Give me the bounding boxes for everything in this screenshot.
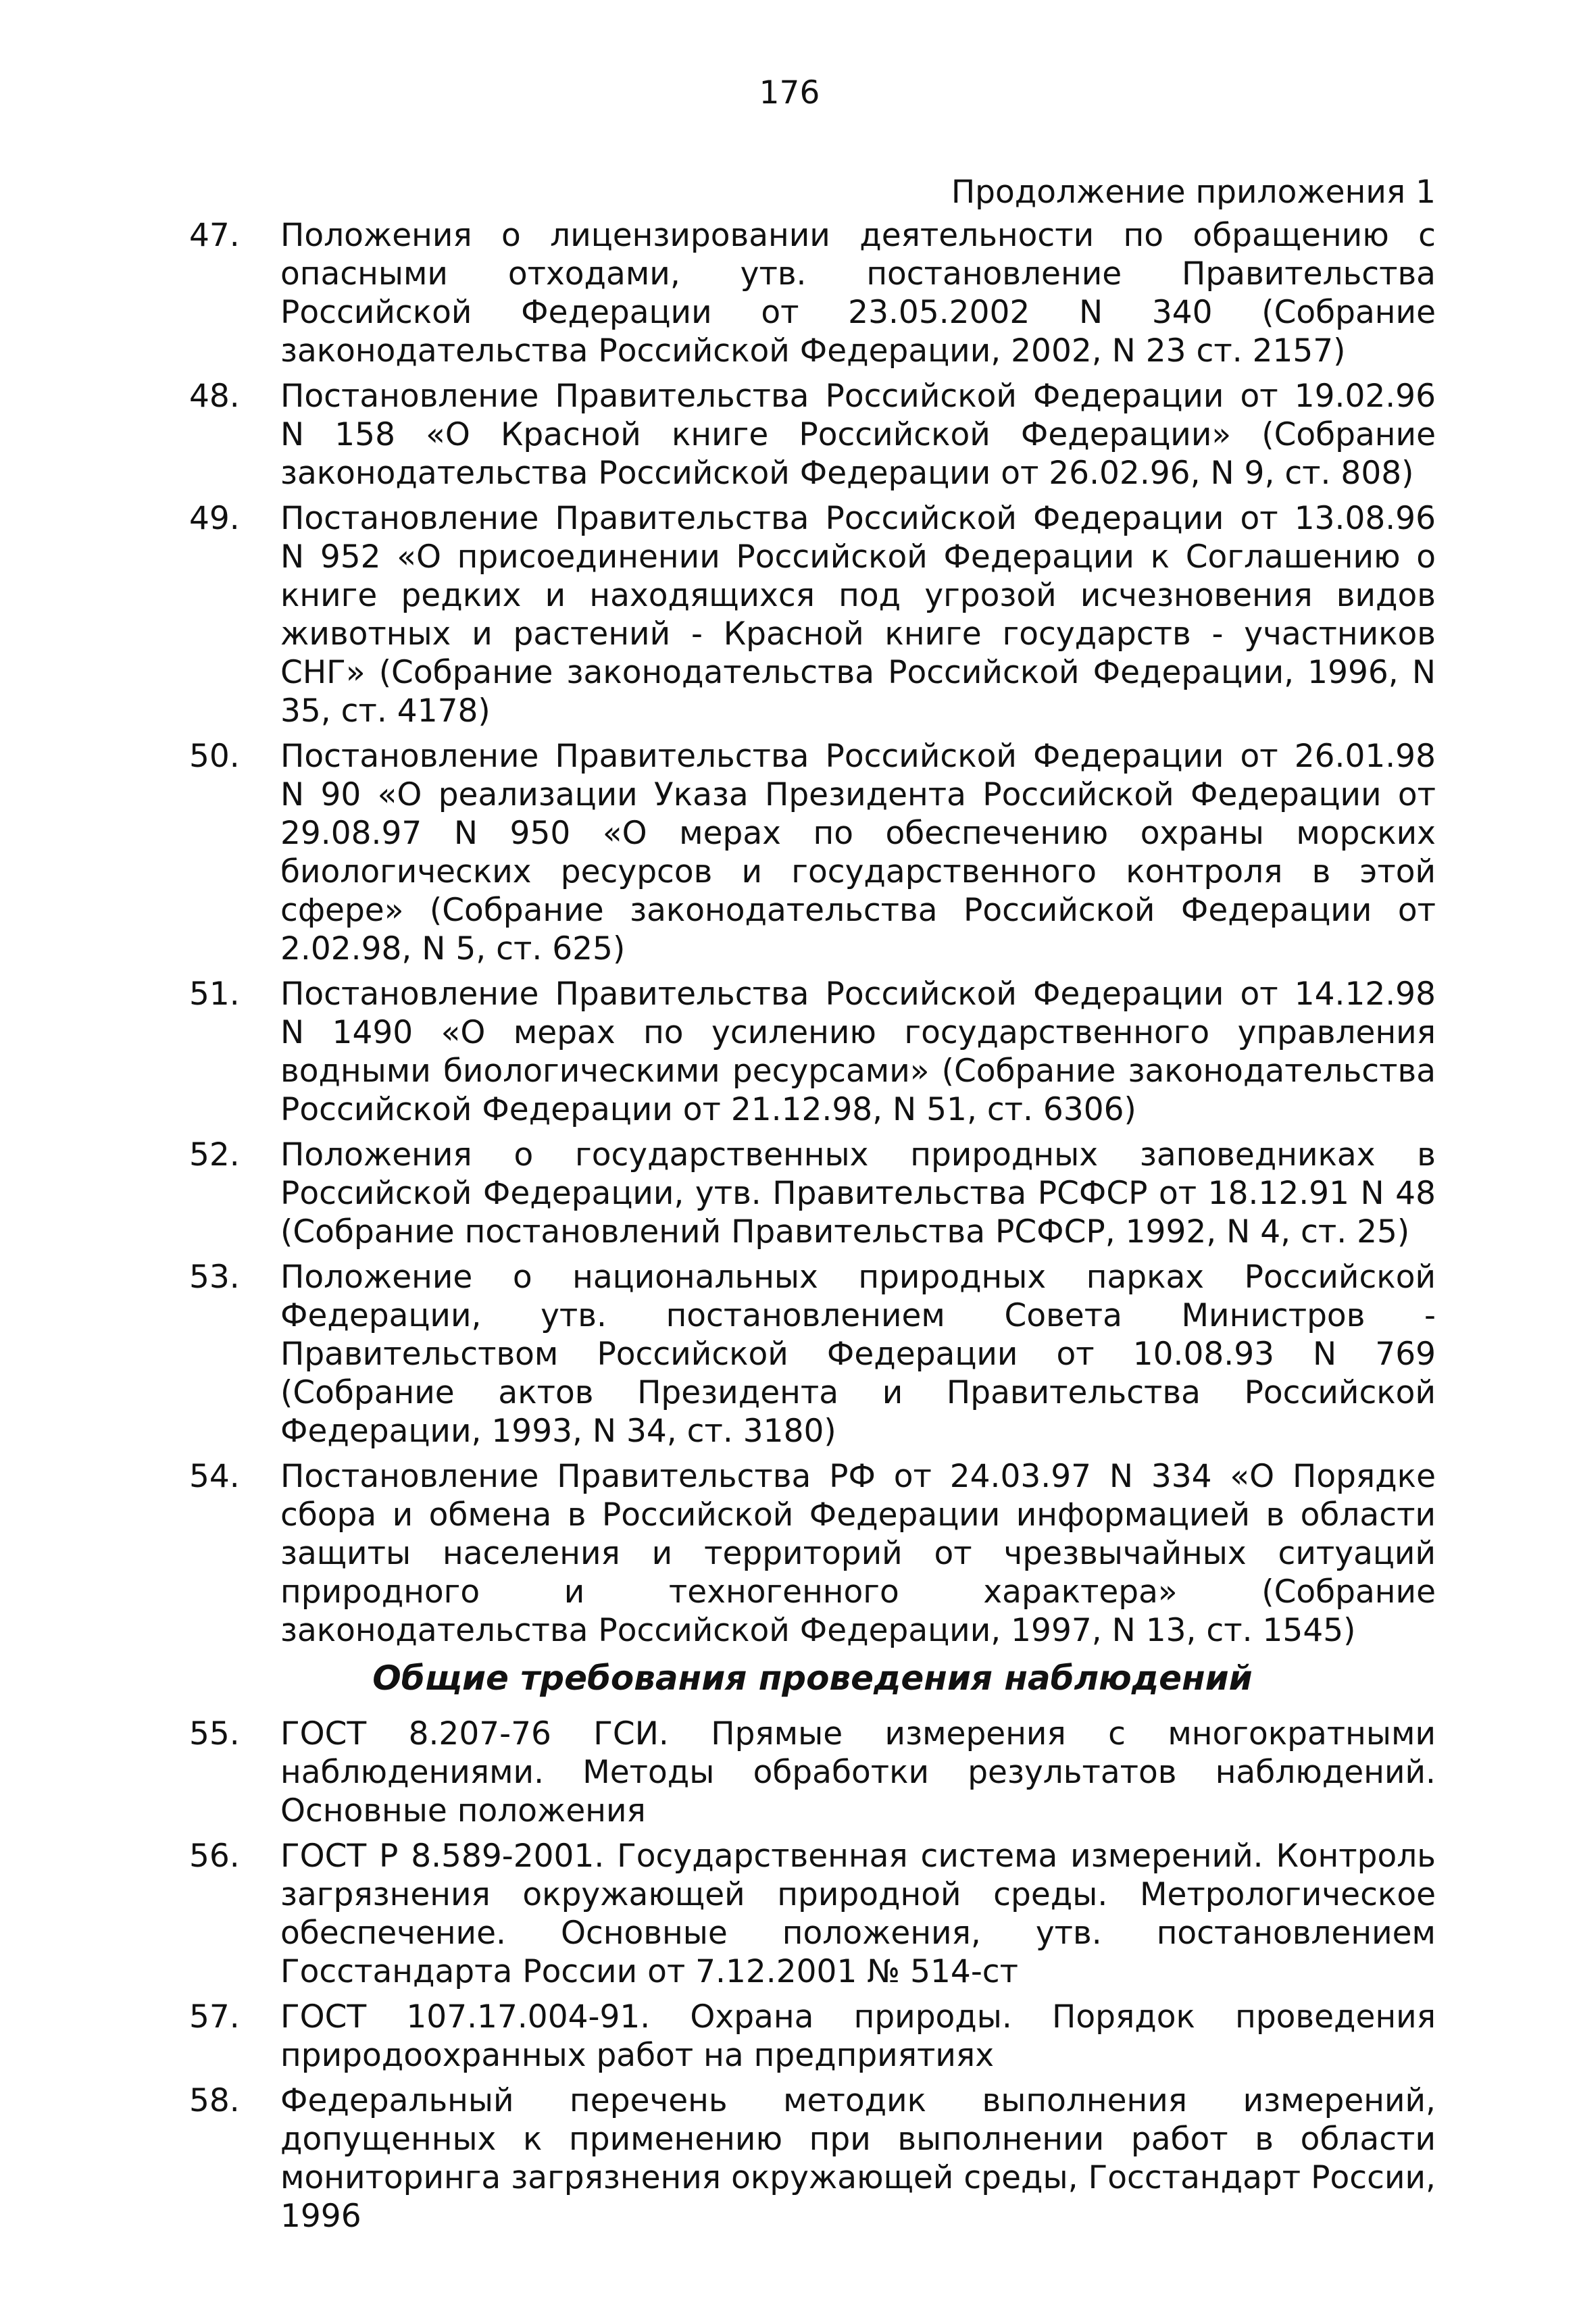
item-text: ГОСТ 8.207-76 ГСИ. Прямые измерения с многократными наблюдениями. Методы обработки результатов наблюдений. Основные положения [280,1715,1436,1829]
item-number: 55. [189,1715,240,1752]
list-item [189,216,1436,370]
item-number: 54. [189,1458,240,1495]
item-text: Федеральный перечень методик выполнения измерений, допущенных к применению при выполнении работ в области мониторинга загрязнения окружающей среды, Госстандарт России, 1996 [280,2082,1436,2235]
page-number: 176 [759,74,820,111]
item-number: 49. [189,500,240,537]
list-item [189,499,1436,730]
item-number: 53. [189,1259,240,1296]
item-text: Постановление Правительства Российской Федерации от 19.02.96 N 158 «О Красной книге Российской Федерации» (Собрание законодательства Российской Федерации от 26.02.96, N 9, ст. 808) [280,378,1436,492]
list-item [189,975,1436,1129]
list-item [189,1457,1436,1650]
item-text: ГОСТ Р 8.589-2001. Государственная система измерений. Контроль загрязнения окружающей природной среды. Метрологическое обеспечение. Основные положения, утв. постановлением Госстандарта России от 7.12.2001 № 514-ст [280,1838,1436,1990]
item-number: 56. [189,1838,240,1875]
list-item [189,1998,1436,2075]
item-number: 48. [189,378,240,415]
item-number: 52. [189,1136,240,1173]
item-number: 57. [189,1998,240,2036]
list-item [189,1837,1436,1991]
list-item [189,377,1436,492]
item-number: 58. [189,2082,240,2119]
list-item [189,1258,1436,1450]
item-number: 51. [189,976,240,1013]
item-text: Положения о лицензировании деятельности по обращению с опасными отходами, утв. постановление Правительства Российской Федерации от 23.05.2002 N 340 (Собрание законодательства Российской Федерации, 2002, N 23 ст. 2157) [280,217,1436,370]
item-text: Постановление Правительства Российской Федерации от 13.08.96 N 952 «О присоединении Российской Федерации к Соглашению о книге редких и находящихся под угрозой исчезновения видов животных и растений - Красной книге государств - участников СНГ» (Собрание законодательства Российской Федерации, 1996, N 35, ст. 4178) [280,500,1436,730]
reference-list [189,216,1436,2242]
list-item [189,2081,1436,2235]
item-text: Постановление Правительства Российской Федерации от 26.01.98 N 90 «О реализации Указа Президента Российской Федерации от 29.08.97 N 950 «О мерах по обеспечению охраны морских биологических ресурсов и государственного контроля в этой сфере» (Собрание законодательства Российской Федерации от 2.02.98, N 5, ст. 625) [280,738,1436,967]
item-text: Положения о государственных природных заповедниках в Российской Федерации, утв. Правительства РСФСР от 18.12.91 N 48 (Собрание постановлений Правительства РСФСР, 1992, N 4, ст. 25) [280,1136,1436,1251]
item-text: Постановление Правительства РФ от 24.03.97 N 334 «О Порядке сбора и обмена в Российской Федерации информацией в области защиты населения и территорий от чрезвычайных ситуаций природного и техногенного характера» (Собрание законодательства Российской Федерации, 1997, N 13, ст. 1545) [280,1458,1436,1649]
section-heading: Общие требования проведения наблюдений [372,1659,1253,1698]
list-item [189,1136,1436,1251]
continuation-label: Продолжение приложения 1 [951,174,1436,211]
item-text: Положение о национальных природных парках Российской Федерации, утв. постановлением Совета Министров - Правительством Российской Федерации от 10.08.93 N 769 (Собрание актов Президента и Правительства Российской Федерации, 1993, N 34, ст. 3180) [280,1259,1436,1450]
item-text: ГОСТ 107.17.004-91. Охрана природы. Порядок проведения природоохранных работ на предприятиях [280,1998,1436,2074]
item-number: 50. [189,738,240,775]
item-text: Постановление Правительства Российской Федерации от 14.12.98 N 1490 «О мерах по усилению государственного управления водными биологическими ресурсами» (Собрание законодательства Российской Федерации от 21.12.98, N 51, ст. 6306) [280,976,1436,1128]
list-item [189,1715,1436,1830]
item-number: 47. [189,217,240,254]
list-item [189,737,1436,968]
